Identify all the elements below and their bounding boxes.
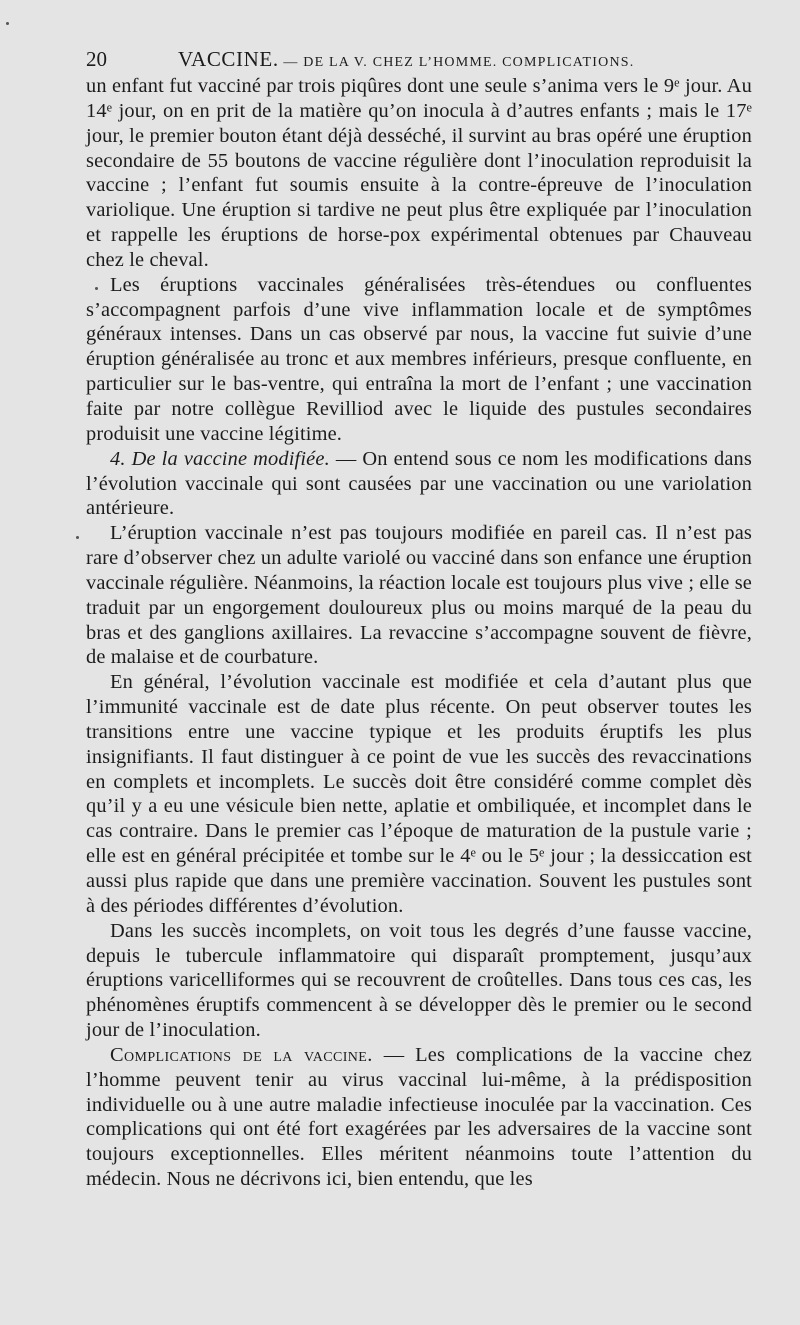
paragraph-continued: un enfant fut vacciné par trois piqûres dont une seule s’anima vers le 9ᵉ jour. Au 14ᵉ jour, on en prit de la matière qu’on inocula à d’autres enfants ; mais le 17ᵉ jour, le premier bouton étant déjà desséché, il survint au bras opéré une éruption secondaire de 55 boutons de vaccine régulière dont l’inoculation reproduisit la vaccine ; l’enfant fut soumis ensuite à la contre-épreuve de l’inoculation variolique. Une éruption si tardive ne peut plus être expliquée par l’inoculation et rappelle les éruptions de horse-pox expérimental obtenues par Chauveau chez le cheval.: [86, 75, 752, 271]
running-title: [178, 44, 634, 78]
section-heading-modified-vaccine: 4. De la vaccine modifiée.: [110, 447, 330, 470]
paragraph-general-evolution: En général, l’évolution vaccinale est modifiée et cela d’autant plus que l’immunité vaccinale est de date plus récente. On peut observer toutes les transitions entre une vaccine typique et les produits éruptifs les plus insignifiants. Il faut distinguer à ce point de vue les succès des revaccinations en complets et incomplets. Le succès doit être considéré comme complet dès qu’il y a eu une vésicule bien nette, aplatie et ombiliquée, et incomplet dans le cas contraire. Dans le premier cas l’époque de maturation de la pustule varie ; elle est en général précipitée et tombe sur le 4ᵉ ou le 5ᵉ jour ; la dessiccation est aussi plus rapide que dans une première vaccination. Souvent les pustules sont à des périodes différentes d’évolution.: [86, 671, 752, 917]
paragraph-incomplete-success: Dans les succès incomplets, on voit tous les degrés d’une fausse vaccine, depuis le tubercule inflammatoire qui disparaît promptement, jusqu’aux éruptions varicelliformes qui se recouvrent de croûtelles. Dans tous ces cas, les phénomènes éruptifs commencent à se développer dès le premier ou le second jour de l’inoculation.: [86, 919, 752, 1042]
page-number: 20: [86, 47, 107, 71]
paragraph-modified-vaccine: [86, 447, 752, 522]
paper-speck: [95, 287, 98, 290]
paper-speck: [6, 22, 9, 25]
section-heading-complications: Complications de la vaccine.: [110, 1043, 373, 1066]
running-title-main: VACCINE.: [178, 47, 279, 71]
paper-speck: [76, 536, 79, 539]
body-text: [86, 74, 752, 1192]
paragraph-modified-vaccine-text: — On entend sous ce nom les modifications dans l’évolution vaccinale qui sont causées par une vaccination ou une variolation antérieure.: [86, 447, 752, 520]
paragraph-generalized-eruptions: Les éruptions vaccinales généralisées très-étendues ou confluentes s’accompagnent parfois d’une vive inflammation locale et de symptômes généraux intenses. Dans un cas observé par nous, la vaccine fut suivie d’une éruption généralisée au tronc et aux membres inférieurs, presque confluente, en particulier sur le bas-ventre, qui entraîna la mort de l’enfant ; une vaccination faite par notre collègue Revilliod avec le liquide des pustules secondaires produisit une vaccine légitime.: [86, 273, 752, 445]
paragraph-revaccine-reaction: L’éruption vaccinale n’est pas toujours modifiée en pareil cas. Il n’est pas rare d’observer chez un adulte variolé ou vacciné dans son enfance une éruption vaccinale régulière. Néanmoins, la réaction locale est toujours plus vive ; elle se traduit par un engorgement douloureux plus ou moins marqué de la peau du bras et des ganglions axillaires. La revaccine s’accompagne souvent de fièvre, de malaise et de courbature.: [86, 522, 752, 669]
running-header: [86, 44, 752, 74]
running-title-rest: — DE LA V. CHEZ L’HOMME. COMPLICATIONS.: [278, 55, 635, 70]
paragraph-complications-text: — Les complications de la vaccine chez l’homme peuvent tenir au virus vaccinal lui-même, à la prédisposition individuelle ou à une autre maladie infectieuse inoculée par la vaccination. Ces complications qui ont été fort exagérées par les adversaires de la vaccine sont toujours exceptionnelles. Elles méritent néanmoins toute l’attention du médecin. Nous ne décrivons ici, bien entendu, que les: [86, 1043, 752, 1191]
paragraph-complications: [86, 1043, 752, 1192]
